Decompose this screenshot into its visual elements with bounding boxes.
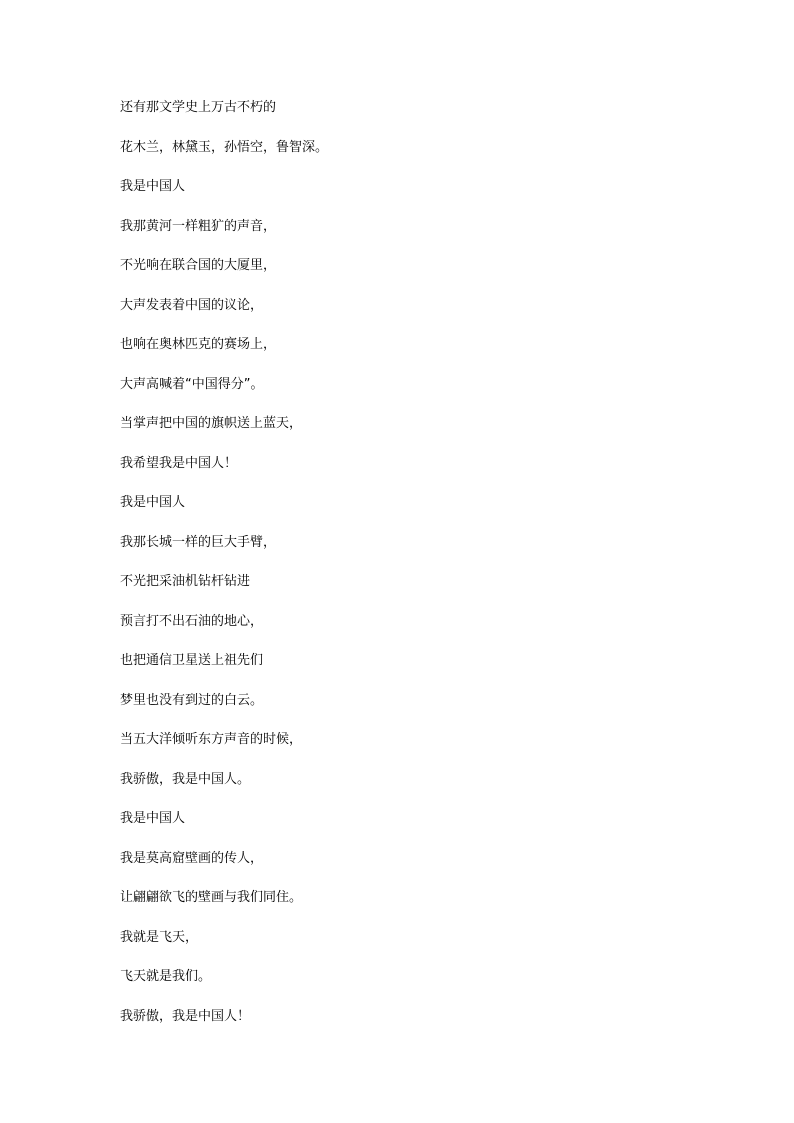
poem-line: 大声高喊着“中国得分”。	[120, 376, 264, 392]
poem-line: 我希望我是中国人！	[120, 455, 238, 471]
poem-line: 预言打不出石油的地心，	[120, 613, 264, 629]
poem-line: 我那黄河一样粗犷的声音，	[120, 218, 277, 234]
poem-line: 我骄傲，我是中国人。	[120, 771, 251, 787]
poem-line: 也把通信卫星送上祖先们	[120, 653, 264, 668]
poem-line: 飞天就是我们。	[120, 969, 212, 984]
poem-line: 当五大洋倾听东方声音的时候，	[120, 732, 303, 747]
poem-text	[120, 98, 720, 1046]
poem-line: 也响在奥林匹克的赛场上，	[120, 337, 277, 352]
poem-line: 梦里也没有到过的白云。	[120, 692, 264, 708]
poem-line: 我是中国人	[120, 811, 186, 826]
poem-line: 我是中国人	[120, 495, 186, 510]
poem-line: 我骄傲，我是中国人！	[120, 1008, 251, 1024]
poem-line: 还有那文学史上万古不朽的	[120, 100, 277, 115]
poem-line: 不光把采油机钻杆钻进	[120, 574, 251, 589]
poem-line: 花木兰，林黛玉，孙悟空，鲁智深。	[120, 139, 329, 155]
poem-line: 我是莫高窟壁画的传人，	[120, 850, 264, 866]
poem-line: 大声发表着中国的议论，	[120, 297, 264, 313]
poem-line: 我那长城一样的巨大手臂，	[120, 534, 277, 550]
poem-line: 我就是飞天，	[120, 929, 199, 945]
poem-line: 让翩翩欲飞的壁画与我们同住。	[120, 890, 303, 905]
poem-line: 我是中国人	[120, 179, 186, 194]
poem-line: 当掌声把中国的旗帜送上蓝天，	[120, 416, 303, 431]
poem-line: 不光响在联合国的大厦里，	[120, 258, 277, 273]
